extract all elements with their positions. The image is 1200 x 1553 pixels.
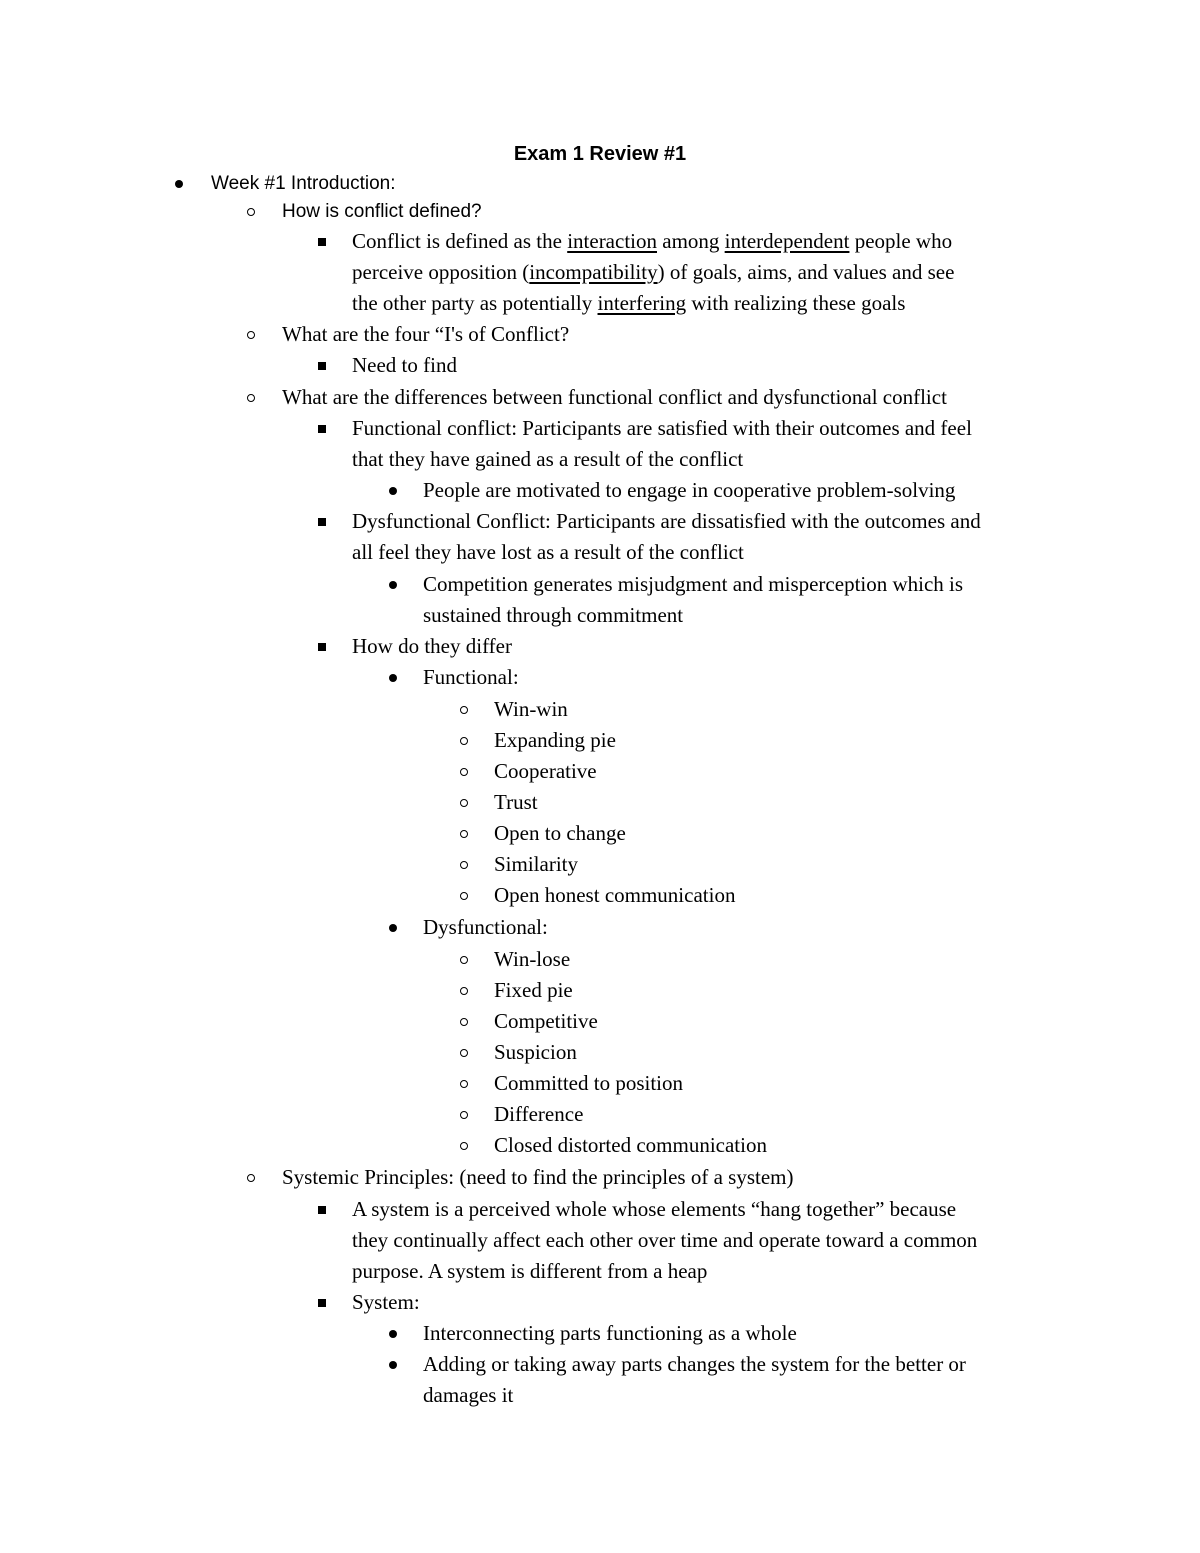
functional-item: Open honest communication	[494, 883, 736, 907]
bullet-circle-icon	[460, 768, 468, 776]
functional-item: Trust	[494, 790, 538, 814]
bullet-circle-icon	[247, 208, 255, 216]
bullet-circle-icon	[460, 861, 468, 869]
dysfunctional-item: Closed distorted communication	[494, 1133, 767, 1157]
outline-item-question: What are the four “I's of Conflict?	[282, 322, 570, 346]
bullet-disc-icon	[389, 674, 397, 682]
underlined-term: interdependent	[724, 229, 850, 253]
bullet-disc-icon	[389, 924, 397, 932]
outline-item-week1: Week #1 Introduction:	[211, 173, 396, 194]
outline-item: Systemic Principles: (need to find the principles of a system)	[282, 1165, 794, 1189]
bullet-circle-icon	[460, 892, 468, 900]
outline-item-continued: damages it	[423, 1383, 514, 1407]
dysfunctional-item: Difference	[494, 1102, 584, 1126]
definition-line-1	[352, 226, 952, 257]
bullet-disc-icon	[389, 581, 397, 589]
outline-item-continued: they continually affect each other over time and operate toward a common	[352, 1228, 978, 1252]
bullet-circle-icon	[247, 331, 255, 339]
dysfunctional-item: Win-lose	[494, 947, 571, 971]
functional-item: Open to change	[494, 821, 626, 845]
text-run: people who	[849, 229, 953, 253]
outline-item: Adding or taking away parts changes the system for the better or	[423, 1352, 966, 1376]
bullet-circle-icon	[247, 394, 255, 402]
bullet-circle-icon	[460, 1111, 468, 1119]
outline-item-question: How is conflict defined?	[282, 201, 482, 222]
bullet-square-icon	[318, 1206, 326, 1214]
outline-item: Dysfunctional Conflict: Participants are dissatisfied with the outcomes and	[352, 509, 981, 533]
outline-item-continued: that they have gained as a result of the conflict	[352, 447, 744, 471]
outline-item: Interconnecting parts functioning as a whole	[423, 1321, 797, 1345]
bullet-circle-icon	[460, 1049, 468, 1057]
outline-item-question: What are the differences between functional conflict and dysfunctional conflict	[282, 385, 947, 409]
dysfunctional-item: Fixed pie	[494, 978, 573, 1002]
underlined-term: interaction	[567, 229, 657, 253]
outline-item: People are motivated to engage in cooperative problem-solving	[423, 478, 956, 502]
bullet-square-icon	[318, 425, 326, 433]
bullet-disc-icon	[175, 180, 183, 188]
functional-item: Cooperative	[494, 759, 597, 783]
definition-line-2	[352, 257, 954, 288]
outline-item: System:	[352, 1290, 420, 1314]
outline-item-dysfunctional: Dysfunctional:	[423, 915, 548, 939]
bullet-circle-icon	[460, 706, 468, 714]
bullet-circle-icon	[460, 830, 468, 838]
bullet-circle-icon	[460, 1018, 468, 1026]
definition-line-3	[352, 288, 905, 319]
bullet-circle-icon	[460, 956, 468, 964]
bullet-disc-icon	[389, 487, 397, 495]
outline-item: Competition generates misjudgment and misperception which is	[423, 572, 964, 596]
bullet-circle-icon	[247, 1174, 255, 1182]
bullet-circle-icon	[460, 1080, 468, 1088]
dysfunctional-item: Competitive	[494, 1009, 598, 1033]
outline-item-functional: Functional:	[423, 665, 519, 689]
text-run: perceive opposition (	[352, 260, 530, 284]
bullet-circle-icon	[460, 737, 468, 745]
outline-item-continued: purpose. A system is different from a heap	[352, 1259, 708, 1283]
outline-item: Need to find	[352, 353, 457, 377]
outline-item-continued: all feel they have lost as a result of the conflict	[352, 540, 744, 564]
outline-item: A system is a perceived whole whose elements “hang together” because	[352, 1197, 957, 1221]
bullet-circle-icon	[460, 799, 468, 807]
dysfunctional-item: Suspicion	[494, 1040, 577, 1064]
functional-item: Win-win	[494, 697, 568, 721]
bullet-square-icon	[318, 643, 326, 651]
bullet-circle-icon	[460, 987, 468, 995]
bullet-square-icon	[318, 238, 326, 246]
underlined-term: interfering	[597, 291, 687, 315]
functional-item: Expanding pie	[494, 728, 616, 752]
bullet-square-icon	[318, 362, 326, 370]
document-title: Exam 1 Review #1	[513, 143, 687, 165]
bullet-disc-icon	[389, 1330, 397, 1338]
bullet-circle-icon	[460, 1142, 468, 1150]
bullet-disc-icon	[389, 1361, 397, 1369]
text-run: ) of goals, aims, and values and see	[657, 260, 955, 284]
text-run: Conflict is defined as the	[352, 229, 568, 253]
dysfunctional-item: Committed to position	[494, 1071, 684, 1095]
bullet-square-icon	[318, 518, 326, 526]
outline-item-continued: sustained through commitment	[423, 603, 684, 627]
text-run: among	[657, 229, 725, 253]
text-run: with realizing these goals	[686, 291, 906, 315]
outline-item: How do they differ	[352, 634, 512, 658]
outline-item: Functional conflict: Participants are satisfied with their outcomes and feel	[352, 416, 972, 440]
bullet-square-icon	[318, 1299, 326, 1307]
functional-item: Similarity	[494, 852, 578, 876]
underlined-term: incompatibility	[529, 260, 658, 284]
text-run: the other party as potentially	[352, 291, 598, 315]
